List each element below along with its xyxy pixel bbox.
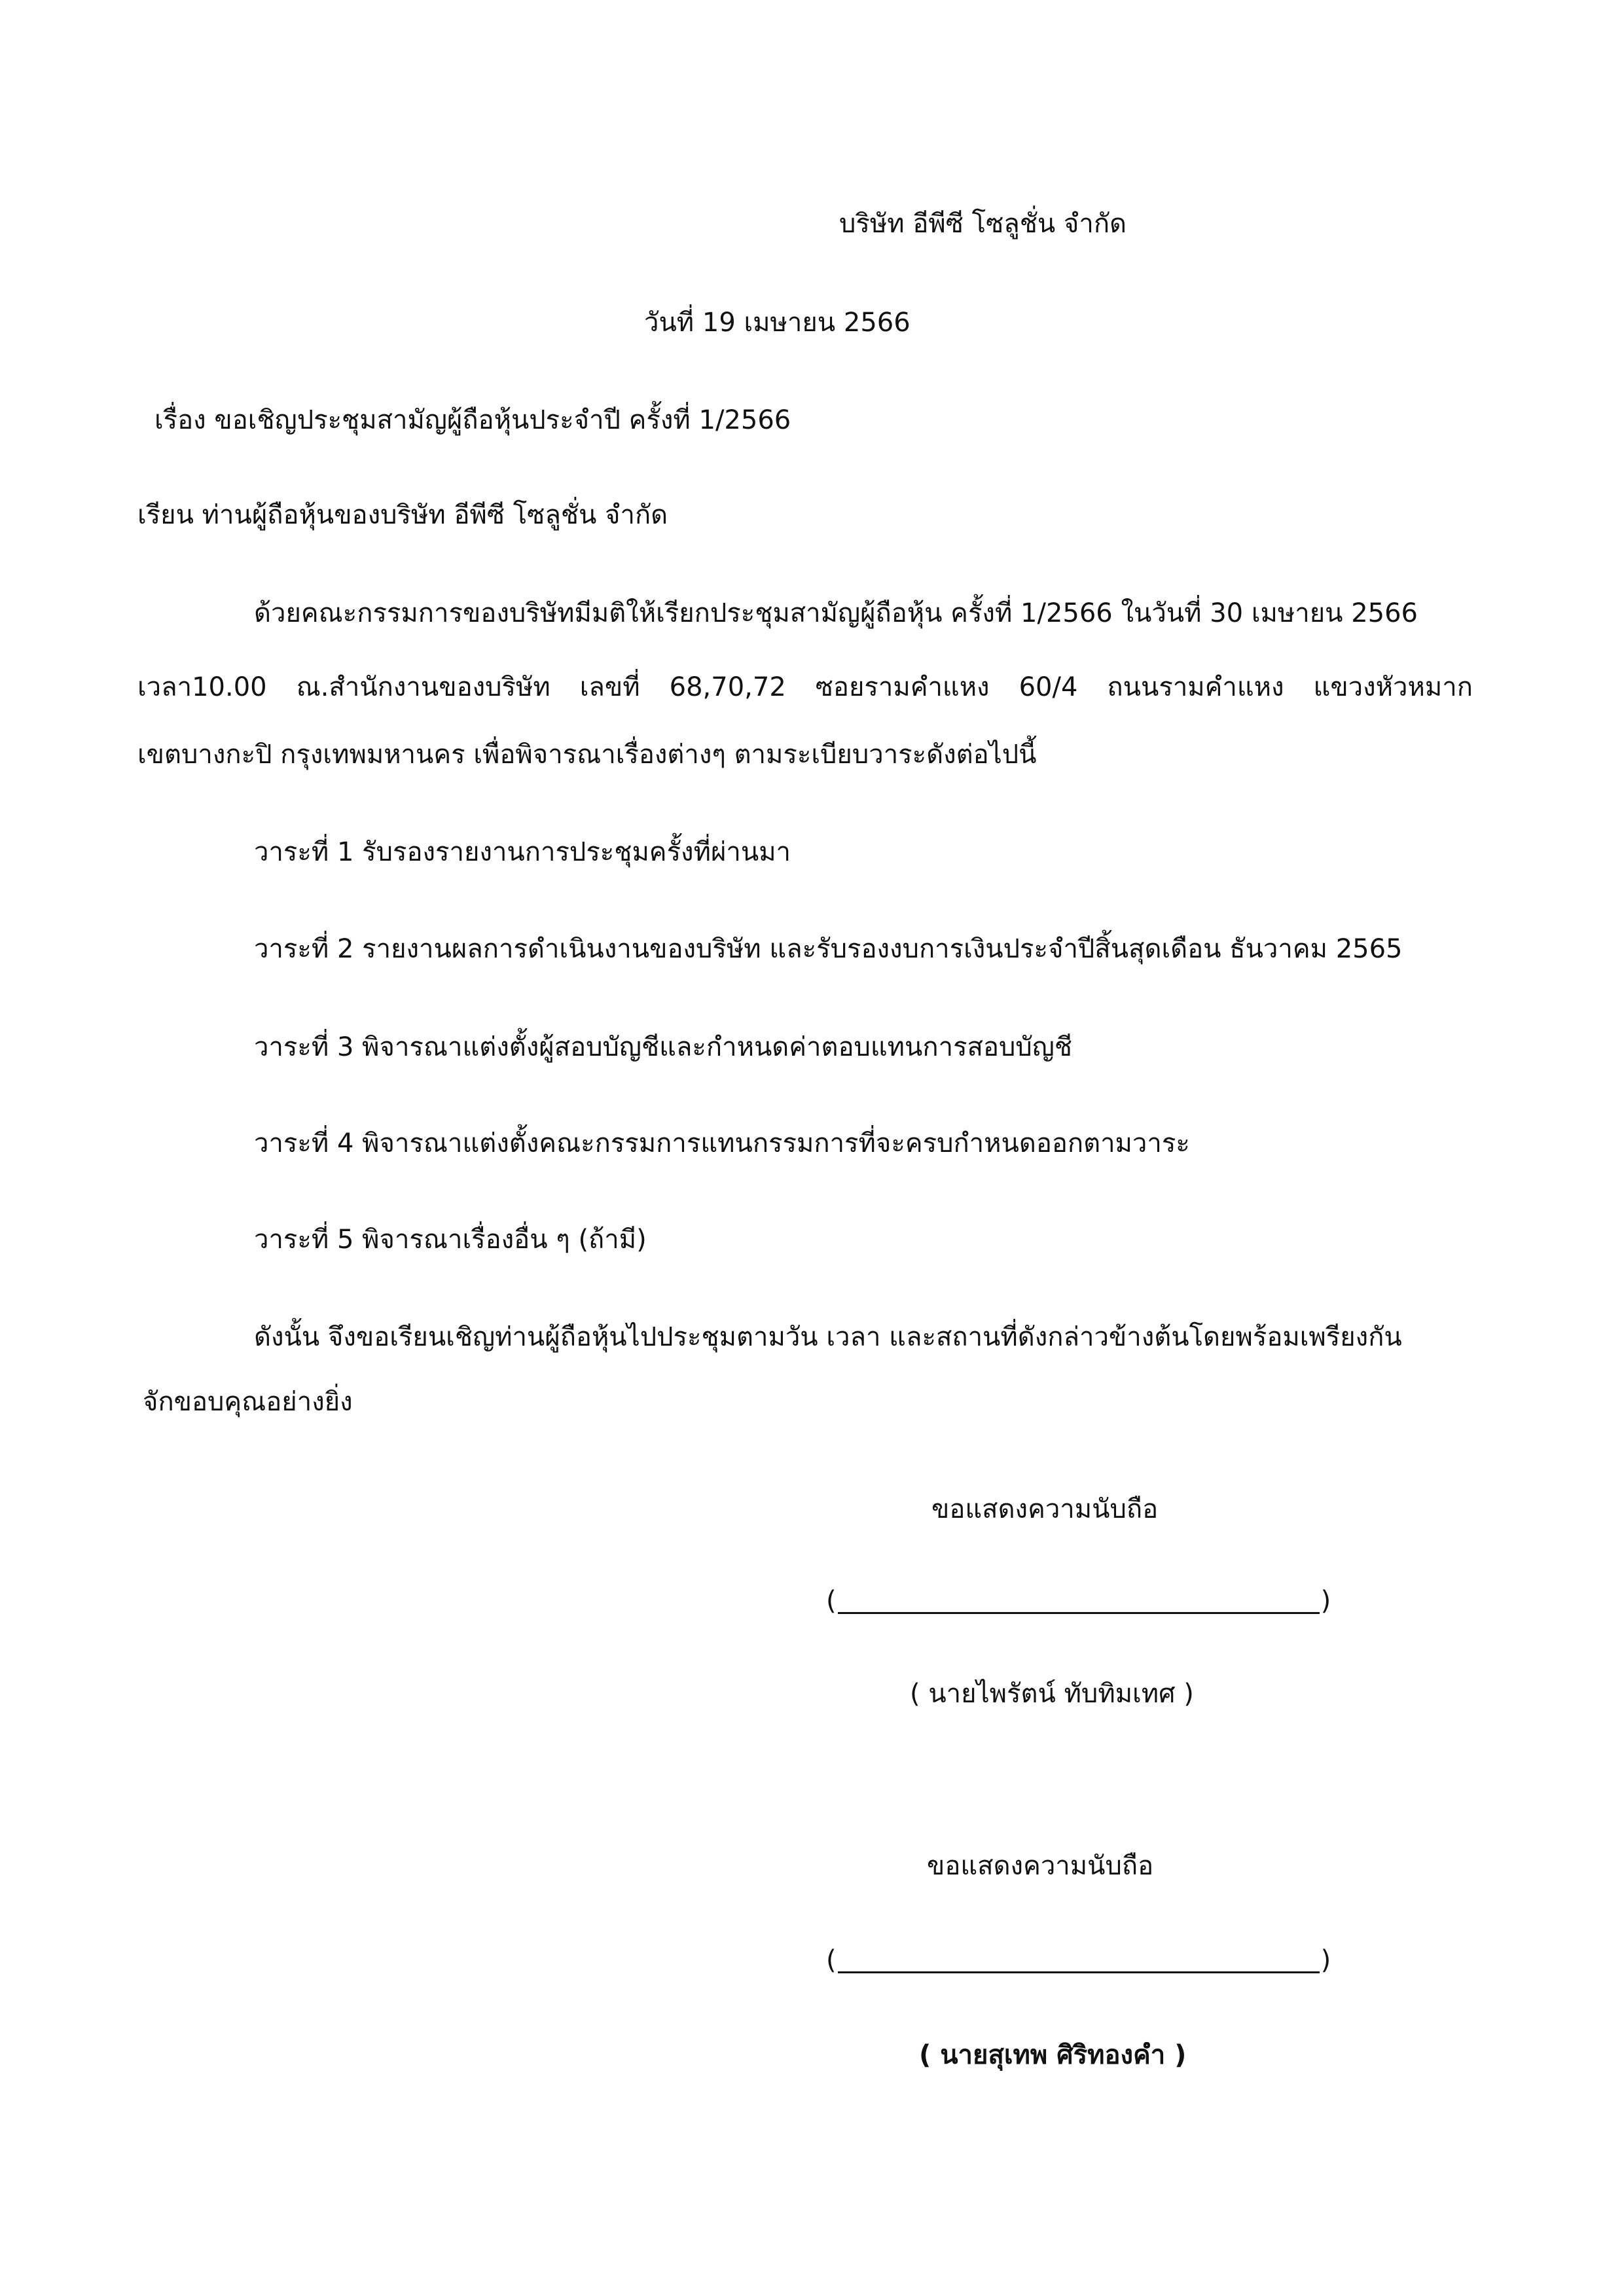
regards-text: ขอแสดงความนับถือ	[931, 1494, 1159, 1524]
closing-line-1: ดังนั้น จึงขอเรียนเชิญท่านผู้ถือหุ้นไปประชุมตามวัน เวลา และสถานที่ดังกล่าวข้างต้นโดยพร้อมเพรียงกัน	[254, 1322, 1402, 1352]
body-line-1: ด้วยคณะกรรมการของบริษัทมีมติให้เรียกประชุมสามัญผู้ถือหุ้น ครั้งที่ 1/2566 ในวันที่ 30 เมษายน 2566	[254, 598, 1418, 628]
company-name: บริษัท อีพีซี โซลูชั่น จำกัด	[839, 209, 1127, 239]
signatory-name: ( นายสุเทพ ศิริทองคำ )	[919, 2040, 1187, 2070]
letter-recipient: เรียน ท่านผู้ถือหุ้นของบริษัท อีพีซี โซลูชั่น จำกัด	[137, 500, 668, 530]
letter-date: วันที่ 19 เมษายน 2566	[644, 308, 911, 338]
body-line-2-part: เลขที่	[579, 672, 640, 702]
body-line-2-part: แขวงหัวหมาก	[1313, 672, 1473, 702]
closing-line-2: จักขอบคุณอย่างยิ่ง	[143, 1387, 353, 1417]
body-line-3: เขตบางกะปิ กรุงเทพมหานคร เพื่อพิจารณาเรื่องต่างๆ ตามระเบียบวาระดังต่อไปนี้	[137, 740, 1037, 770]
signature-line	[826, 1947, 1331, 1973]
signatory-name: ( นายไพรัตน์ ทับทิมเทศ )	[910, 1679, 1194, 1709]
body-line-2-part: ถนนรามคำแหง	[1107, 672, 1284, 702]
signature-blank	[838, 1949, 1320, 1973]
letter-subject: เรื่อง ขอเชิญประชุมสามัญผู้ถือหุ้นประจำปี ครั้งที่ 1/2566	[154, 405, 791, 435]
body-line-2-part: เวลา10.00	[137, 672, 267, 702]
close-paren: )	[1320, 1945, 1331, 1975]
body-line-2-part: ซอยรามคำแหง	[815, 672, 990, 702]
open-paren: (	[826, 1945, 837, 1975]
signature-blank	[838, 1590, 1320, 1614]
signature-line	[826, 1588, 1331, 1614]
agenda-item: วาระที่ 1 รับรองรายงานการประชุมครั้งที่ผ่านมา	[254, 837, 791, 867]
open-paren: (	[826, 1586, 837, 1616]
close-paren: )	[1320, 1586, 1331, 1616]
body-line-2-part: ณ.สำนักงานของบริษัท	[296, 672, 550, 702]
body-line-2-part: 68,70,72	[669, 672, 786, 702]
body-line-2	[137, 674, 1473, 700]
agenda-item: วาระที่ 5 พิจารณาเรื่องอื่น ๆ (ถ้ามี)	[254, 1225, 647, 1255]
regards-text: ขอแสดงความนับถือ	[927, 1851, 1154, 1881]
agenda-item: วาระที่ 4 พิจารณาแต่งตั้งคณะกรรมการแทนกรรมการที่จะครบกำหนดออกตามวาระ	[254, 1128, 1190, 1158]
agenda-item: วาระที่ 2 รายงานผลการดำเนินงานของบริษัท และรับรองงบการเงินประจำปีสิ้นสุดเดือน ธันวาคม 2565	[254, 934, 1403, 964]
agenda-item: วาระที่ 3 พิจารณาแต่งตั้งผู้สอบบัญชีและกำหนดค่าตอบแทนการสอบบัญชี	[254, 1032, 1072, 1062]
body-line-2-part: 60/4	[1019, 672, 1078, 702]
